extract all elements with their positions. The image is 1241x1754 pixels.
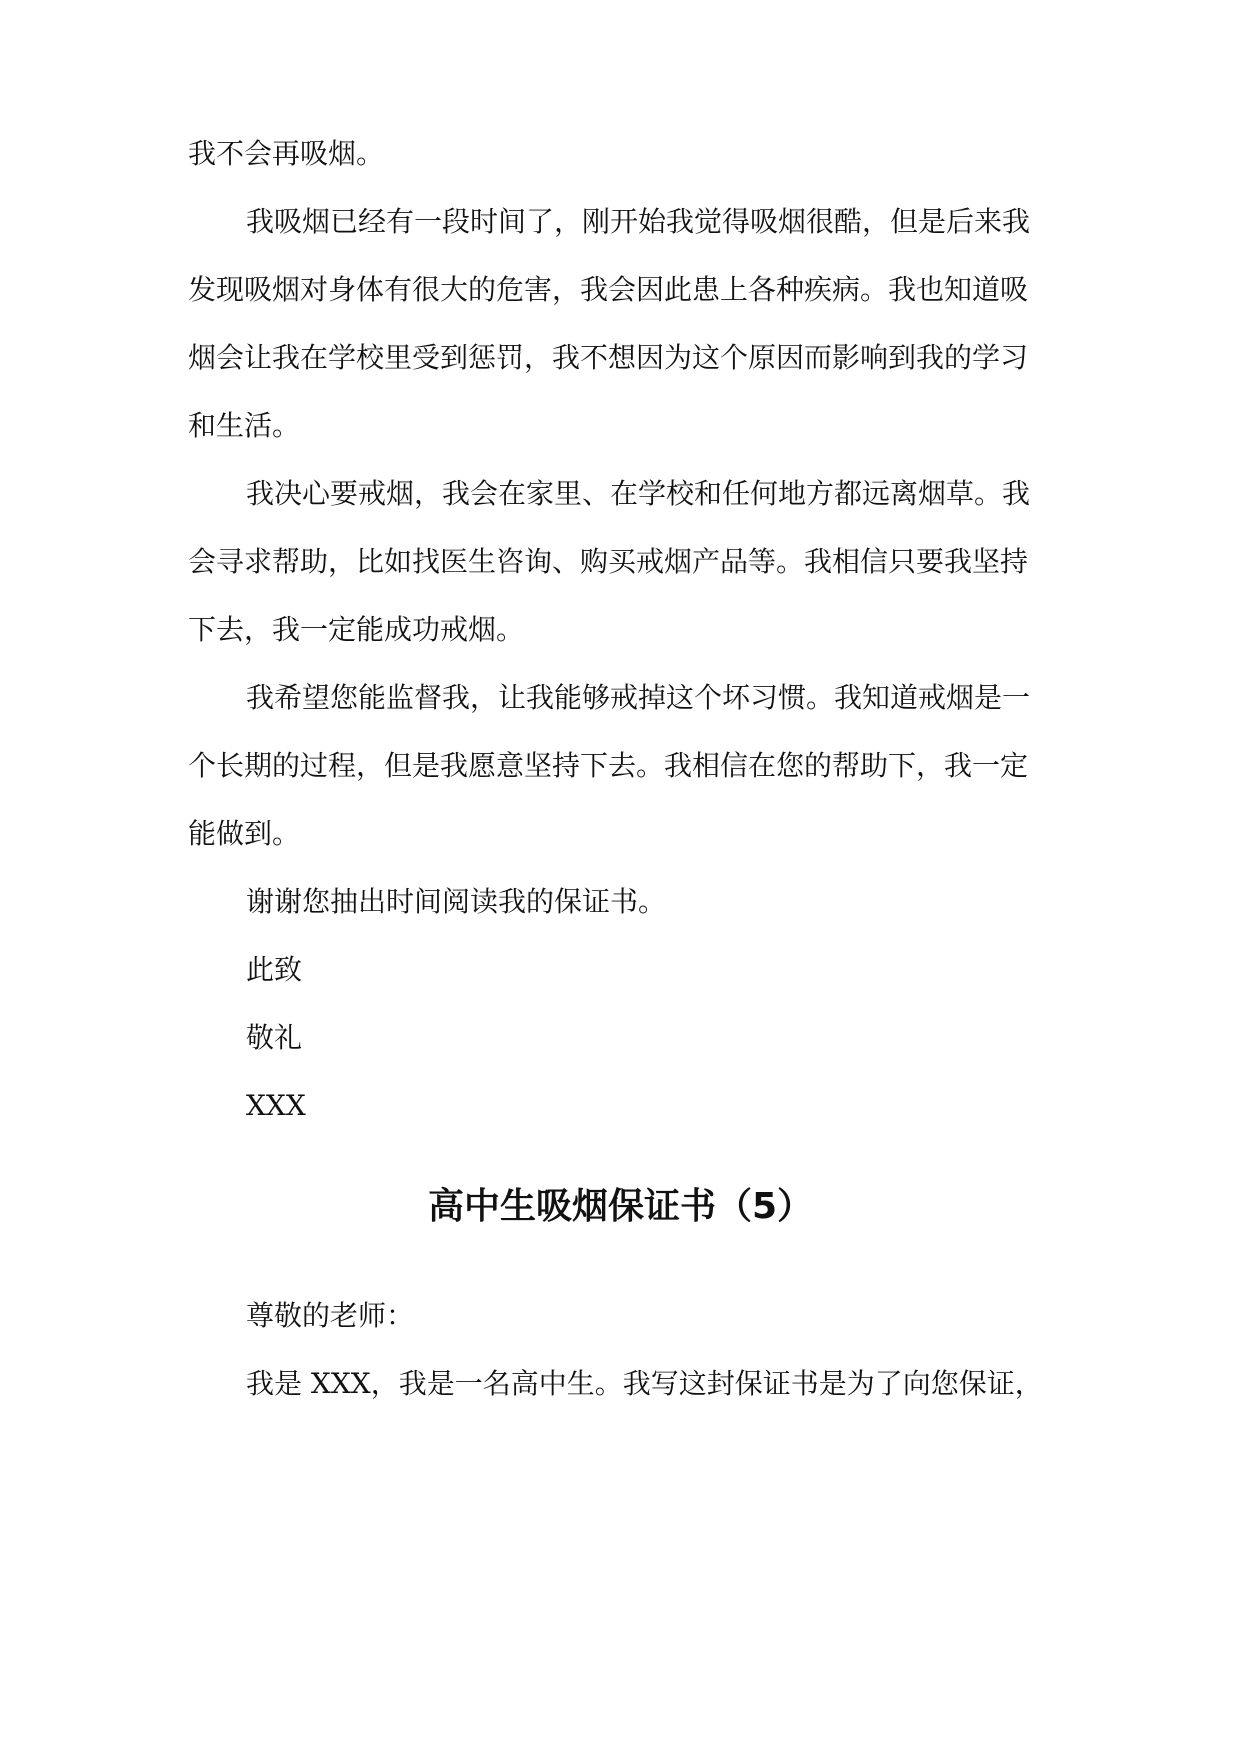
paragraph-4-line-2: 个长期的过程，但是我愿意坚持下去。我相信在您的帮助下，我一定 — [188, 749, 1029, 782]
paragraph-3-line-3: 下去，我一定能成功戒烟。 — [188, 613, 525, 646]
signature: XXX — [246, 1089, 306, 1122]
salutation: 尊敬的老师： — [246, 1299, 415, 1332]
intro-line: 我是 XXX，我是一名高中生。我写这封保证书是为了向您保证， — [246, 1367, 1043, 1400]
section-heading: 高中生吸烟保证书（5） — [427, 1186, 814, 1227]
closing-line-1: 此致 — [246, 953, 303, 986]
paragraph-2-line-2: 发现吸烟对身体有很大的危害，我会因此患上各种疾病。我也知道吸 — [188, 273, 1029, 306]
paragraph-2-line-3: 烟会让我在学校里受到惩罚，我不想因为这个原因而影响到我的学习 — [188, 341, 1029, 374]
paragraph-2-line-4: 和生活。 — [188, 409, 301, 442]
paragraph-3-line-2: 会寻求帮助，比如找医生咨询、购买戒烟产品等。我相信只要我坚持 — [188, 545, 1029, 578]
closing-line-2: 敬礼 — [246, 1021, 303, 1054]
thanks-line: 谢谢您抽出时间阅读我的保证书。 — [246, 885, 667, 918]
paragraph-2-line-1: 我吸烟已经有一段时间了，刚开始我觉得吸烟很酷，但是后来我 — [246, 205, 1031, 238]
paragraph-1-line-1: 我不会再吸烟。 — [188, 137, 385, 170]
paragraph-4-line-3: 能做到。 — [188, 817, 301, 850]
paragraph-3-line-1: 我决心要戒烟，我会在家里、在学校和任何地方都远离烟草。我 — [246, 477, 1031, 510]
paragraph-4-line-1: 我希望您能监督我，让我能够戒掉这个坏习惯。我知道戒烟是一 — [246, 681, 1031, 714]
